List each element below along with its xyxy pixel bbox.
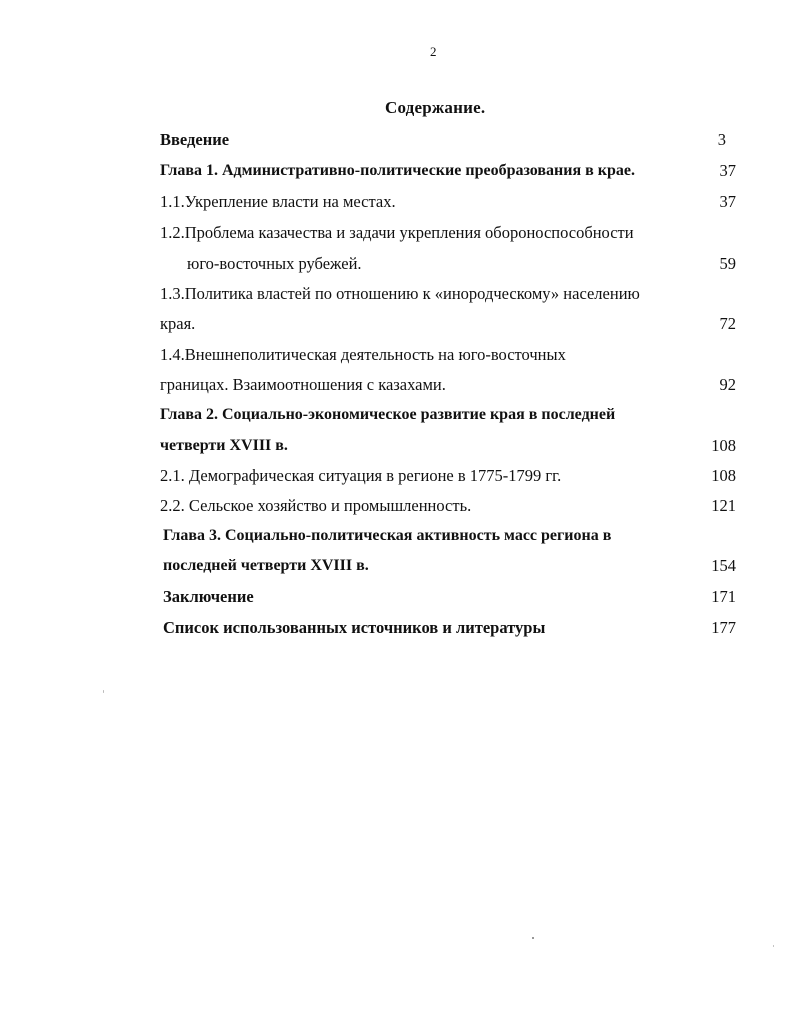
scan-speck: [103, 690, 104, 693]
page-number: 2: [430, 44, 437, 59]
scan-speck: [773, 945, 774, 947]
toc-entry-section-2-1: 2.1. Демографическая ситуация в регионе в 1775-1799 гг.: [160, 466, 562, 485]
toc-entry-section-1-1: 1.1.Укрепление власти на местах.: [160, 192, 396, 211]
toc-entry-chapter-3: Глава 3. Социально-политическая активность масс региона в: [163, 527, 612, 544]
toc-page-chapter-2: 108: [711, 436, 736, 455]
toc-page-section-1-4: 92: [719, 375, 736, 394]
toc-entry-conclusion: Заключение: [163, 587, 254, 606]
toc-entry-chapter-1: Глава 1. Административно-политические преобразования в крае.: [160, 162, 635, 179]
toc-page-section-2-1: 108: [711, 466, 736, 485]
toc-page-introduction: 3: [717, 130, 726, 149]
toc-entry-section-1-2: 1.2.Проблема казачества и задачи укрепления обороноспособности: [160, 223, 634, 242]
toc-entry-chapter-2: Глава 2. Социально-экономическое развитие края в последней: [160, 406, 616, 423]
toc-entry-introduction: Введение: [160, 130, 230, 149]
toc-page-bibliography: 177: [711, 618, 736, 637]
toc-page-section-1-3: 72: [719, 314, 736, 333]
toc-page-section-2-2: 121: [711, 496, 736, 515]
toc-entry-section-1-2-cont: юго-восточных рубежей.: [187, 254, 362, 273]
toc-entry-bibliography: Список использованных источников и литературы: [163, 618, 546, 637]
scan-speck: [532, 937, 534, 939]
toc-entry-chapter-3-cont: последней четверти XVIII в.: [163, 557, 369, 574]
toc-entry-section-1-4: 1.4.Внешнеполитическая деятельность на юго-восточных: [160, 345, 566, 364]
toc-page-conclusion: 171: [711, 587, 736, 606]
toc-entry-section-1-4-cont: границах. Взаимоотношения с казахами.: [160, 375, 446, 394]
toc-page-chapter-1: 37: [719, 161, 736, 180]
toc-page-section-1-2: 59: [719, 254, 736, 273]
toc-page-chapter-3: 154: [711, 556, 736, 575]
toc-entry-section-1-3: 1.3.Политика властей по отношению к «инородческому» населению: [160, 284, 640, 303]
toc-title: Содержание.: [385, 98, 486, 117]
toc-entry-chapter-2-cont: четверти XVIII в.: [160, 437, 288, 454]
toc-entry-section-2-2: 2.2. Сельское хозяйство и промышленность.: [160, 496, 472, 515]
toc-entry-section-1-3-cont: края.: [160, 314, 196, 333]
toc-page-section-1-1: 37: [719, 192, 736, 211]
